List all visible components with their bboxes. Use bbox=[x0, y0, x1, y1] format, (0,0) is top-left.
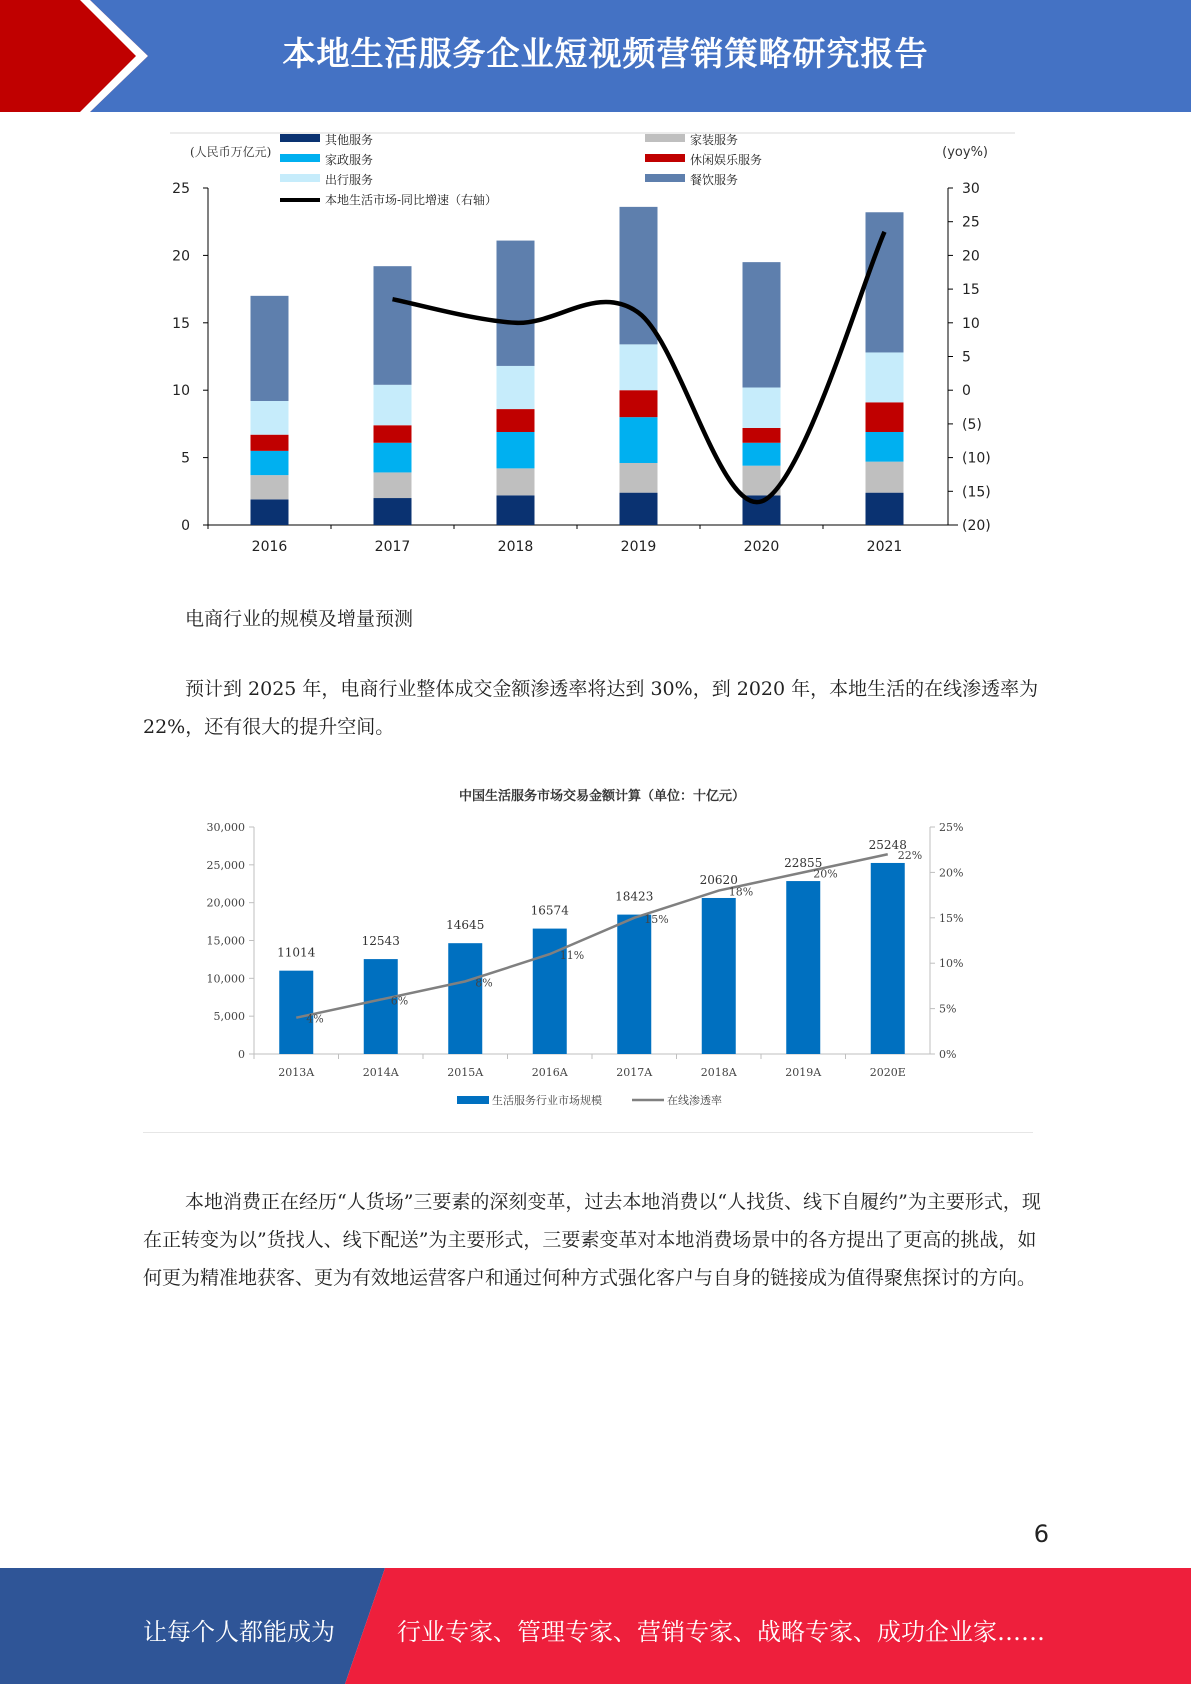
chart1-bar-segment bbox=[620, 463, 658, 493]
local-life-market-stacked-chart bbox=[170, 130, 1020, 555]
chart1-legend-swatch bbox=[645, 174, 685, 182]
chart1-y2-tick-label: (15) bbox=[962, 484, 991, 501]
chart2-x-tick-label: 2014A bbox=[362, 1066, 399, 1079]
chart1-legend-swatch bbox=[280, 154, 320, 162]
chart1-bar-segment bbox=[497, 495, 535, 525]
chart1-bar-segment bbox=[497, 409, 535, 432]
chart1-bar-segment bbox=[620, 417, 658, 463]
chart2-bar-label: 18423 bbox=[615, 889, 654, 904]
chart2-bar-label: 16574 bbox=[530, 903, 569, 918]
chart2-y-tick-label: 20,000 bbox=[206, 896, 245, 910]
chart1-bar-segment bbox=[374, 266, 412, 385]
chart2-line-label: 8% bbox=[475, 976, 493, 990]
chart2-line-label: 6% bbox=[390, 994, 409, 1008]
chart2-bar bbox=[448, 943, 482, 1054]
chart1-legend-swatch bbox=[645, 134, 685, 142]
chart1-bar-segment bbox=[743, 428, 781, 443]
chart1-x-tick-label: 2016 bbox=[251, 539, 288, 555]
chart1-y2-tick-label: (20) bbox=[962, 518, 991, 534]
chart-divider bbox=[143, 1132, 1033, 1133]
chart1-y2-tick-label: 30 bbox=[962, 181, 980, 197]
chart1-y-tick-label: 15 bbox=[172, 315, 190, 332]
chart1-y-tick-label: 10 bbox=[172, 383, 190, 400]
chart1-y-tick-label: 25 bbox=[172, 181, 190, 197]
chart2-y2-tick-label: 20% bbox=[939, 866, 964, 880]
chart2-x-tick-label: 2015A bbox=[447, 1066, 484, 1079]
paragraph-penetration: 预计到 2025 年，电商行业整体成交金额渗透率将达到 30%，到 2020 年，本地生活的在线渗透率为 22%，还有很大的提升空间。 bbox=[143, 678, 1039, 738]
chart1-x-tick-label: 2018 bbox=[497, 539, 534, 555]
chart1-y2-tick-label: (10) bbox=[962, 450, 991, 467]
chart1-legend-label: 家政服务 bbox=[325, 153, 374, 167]
chart1-y-tick-label: 5 bbox=[181, 450, 190, 467]
chart1-legend bbox=[280, 132, 762, 207]
chart1-y-tick-label: 0 bbox=[181, 518, 190, 534]
chart2-legend-bar-label: 生活服务行业市场规模 bbox=[492, 1094, 602, 1107]
chart2-y-tick-label: 25,000 bbox=[206, 858, 245, 872]
chart2-legend-bar-swatch bbox=[457, 1096, 489, 1104]
chart2-bar-label: 22855 bbox=[784, 856, 823, 871]
chart2-legend-line-label: 在线渗透率 bbox=[667, 1094, 722, 1107]
chart1-bar-segment bbox=[620, 390, 658, 417]
chart2-x-tick-label: 2020E bbox=[869, 1066, 906, 1079]
chart2-line-label: 22% bbox=[897, 849, 923, 863]
chart1-bar-segment bbox=[620, 344, 658, 390]
chart1-bar-segment bbox=[743, 388, 781, 428]
chart2-bar bbox=[871, 863, 905, 1054]
chart1-bar-segment bbox=[251, 435, 289, 451]
chart1-x-tick-label: 2020 bbox=[743, 539, 780, 555]
chart1-legend-label: 其他服务 bbox=[325, 133, 374, 147]
paragraph-consumption-change: 本地消费正在经历“人货场”三要素的深刻变革，过去本地消费以“人找货、线下自履约”为主要形式，现在正转变为以”货找人、线下配送”为主要形式，三要素变革对本地消费场景中的各方提出了更高的挑战，如何更为精准地获客、更为有效地运营客户和通过何种方式强化客户与自身的链接成为值得聚焦探讨的方向。 bbox=[143, 1191, 1041, 1289]
chart1-legend-swatch bbox=[280, 174, 320, 182]
chart1-bar-segment bbox=[374, 472, 412, 498]
chart1-bar-segment bbox=[497, 468, 535, 495]
chart1-bar-segment bbox=[374, 443, 412, 473]
chart2-x-tick-label: 2013A bbox=[278, 1066, 315, 1079]
chart1-bar-segment bbox=[743, 443, 781, 466]
chart2-y-tick-label: 5,000 bbox=[213, 1010, 245, 1024]
chart2-title: 中国生活服务市场交易金额计算（单位：十亿元） bbox=[458, 789, 746, 804]
chart1-bar-segment bbox=[866, 432, 904, 462]
chart1-y2-tick-label: 20 bbox=[962, 248, 980, 265]
chart2-y2-tick-label: 0% bbox=[939, 1048, 957, 1061]
chart1-y2-tick-label: 10 bbox=[962, 315, 980, 332]
chart1-bar-segment bbox=[374, 425, 412, 443]
chart1-bar-segment bbox=[251, 499, 289, 525]
chart2-y2-tick-label: 25% bbox=[939, 821, 964, 834]
chart1-y2-tick-label: 5 bbox=[962, 349, 971, 366]
chart2-x-tick-label: 2019A bbox=[785, 1066, 822, 1079]
footer-roles: 行业专家、管理专家、营销专家、战略专家、成功企业家…… bbox=[397, 1618, 1045, 1646]
chart2-bar-label: 11014 bbox=[277, 945, 316, 960]
chart1-bar-segment bbox=[497, 241, 535, 366]
chart2-line-label: 4% bbox=[306, 1012, 324, 1026]
chart1-legend-line-label: 本地生活市场-同比增速（右轴） bbox=[325, 193, 498, 207]
chart1-bars bbox=[251, 207, 904, 525]
chart1-bar-segment bbox=[497, 432, 535, 468]
chart1-bar-segment bbox=[251, 401, 289, 435]
chart2-line-label: 11% bbox=[559, 949, 585, 963]
chart1-y2-tick-label: 15 bbox=[962, 282, 980, 299]
chart2-y-tick-label: 10,000 bbox=[206, 972, 245, 986]
life-service-transaction-chart bbox=[180, 782, 964, 1122]
chart1-bar-segment bbox=[866, 493, 904, 525]
report-title: 本地生活服务企业短视频营销策略研究报告 bbox=[282, 34, 929, 73]
chart1-legend-label: 餐饮服务 bbox=[690, 173, 739, 187]
chart2-y2-tick-label: 5% bbox=[939, 1002, 957, 1016]
chart1-unit-label: (人民币万亿元) bbox=[190, 145, 272, 159]
chart1-y2-tick-label: (5) bbox=[962, 416, 982, 433]
chart2-y2-tick-label: 10% bbox=[939, 957, 964, 971]
chart2-x-tick-label: 2018A bbox=[700, 1066, 737, 1079]
page-header bbox=[0, 0, 1191, 112]
chart1-bar-segment bbox=[251, 451, 289, 475]
chart2-y-tick-label: 30,000 bbox=[206, 821, 245, 834]
chart2-x-tick-label: 2016A bbox=[531, 1066, 568, 1079]
page-footer bbox=[0, 1568, 1191, 1684]
chart1-y2-tick-label: 25 bbox=[962, 214, 980, 231]
chart2-y2-tick-label: 15% bbox=[939, 911, 964, 925]
section-heading: 电商行业的规模及增量预测 bbox=[185, 608, 414, 630]
page-number: 6 bbox=[1033, 1520, 1049, 1548]
chart2-line-label: 15% bbox=[644, 912, 669, 926]
chart2-bar-label: 12543 bbox=[361, 934, 400, 949]
chart1-x-tick-label: 2021 bbox=[866, 539, 903, 555]
chart1-y2-tick-label: 0 bbox=[962, 383, 971, 400]
chart2-bar bbox=[702, 898, 736, 1054]
chart1-x-tick-label: 2017 bbox=[374, 539, 411, 555]
chart2-x-tick-label: 2017A bbox=[616, 1066, 653, 1079]
chart1-bar-segment bbox=[251, 296, 289, 401]
chart1-legend-swatch bbox=[280, 134, 320, 142]
chart2-bar bbox=[533, 929, 567, 1054]
chart1-legend-swatch bbox=[645, 154, 685, 162]
chart1-bar-segment bbox=[620, 493, 658, 525]
chart1-bar-segment bbox=[374, 498, 412, 525]
chart2-bar bbox=[786, 881, 820, 1054]
chart1-bar-segment bbox=[743, 262, 781, 387]
chart2-line-label: 20% bbox=[813, 867, 838, 881]
chart1-bar-segment bbox=[497, 366, 535, 409]
chart1-legend-label: 家装服务 bbox=[690, 133, 739, 147]
chart2-bar-label: 25248 bbox=[868, 837, 907, 852]
chart1-y-tick-label: 20 bbox=[172, 248, 190, 265]
chart2-legend bbox=[457, 1093, 722, 1107]
chart2-bar-label: 20620 bbox=[699, 872, 738, 887]
chart1-legend-label: 出行服务 bbox=[325, 173, 374, 187]
chart1-bar-segment bbox=[374, 385, 412, 425]
chart2-y-tick-label: 15,000 bbox=[206, 934, 245, 948]
chart2-line-label: 18% bbox=[728, 885, 754, 899]
chart1-bar-segment bbox=[251, 475, 289, 499]
footer-slogan: 让每个人都能成为 bbox=[143, 1618, 335, 1646]
chart2-bar-label: 14645 bbox=[446, 918, 485, 933]
chart1-legend-label: 休闲娱乐服务 bbox=[690, 153, 763, 167]
chart1-bar-segment bbox=[866, 402, 904, 432]
chart1-x-tick-label: 2019 bbox=[620, 539, 657, 555]
chart2-y-tick-label: 0 bbox=[238, 1048, 245, 1061]
chart2-bar bbox=[617, 915, 651, 1054]
chart1-bar-segment bbox=[866, 352, 904, 402]
chart2-axes bbox=[207, 821, 964, 1079]
chart1-bar-segment bbox=[866, 462, 904, 493]
chart1-y2-label: (yoy%) bbox=[942, 145, 988, 160]
